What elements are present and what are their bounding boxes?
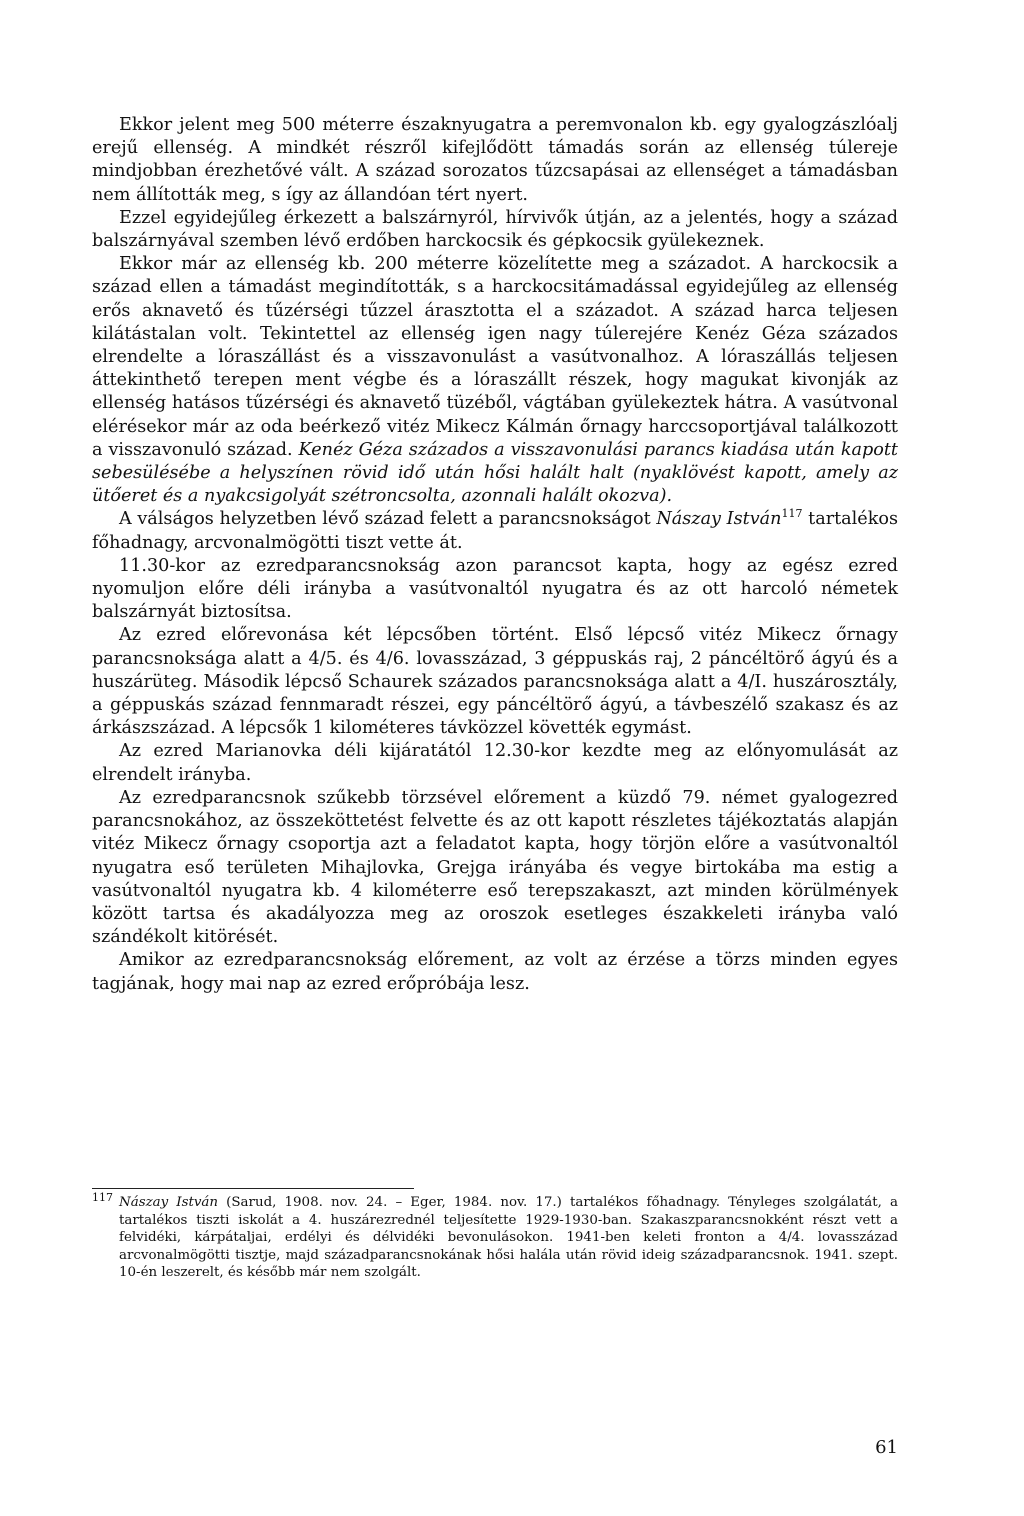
paragraph-6-text: Az ezred előrevonása két lépcsőben történt. Első lépcső vitéz Mikecz őrnagy parancsnoksága alatt a 4/5. és 4/6. lovasszázad, 3 géppuskás raj, 2 páncéltörő ágyú és a huszárüteg. Második lépcső Schaurek százados parancsnoksága alatt a 4/I. huszárosztály, a géppuskás század fennmaradt részei, egy páncéltörő ágyú, a távbeszélő szakasz és az árkászszázad. A lépcsők 1 kilométeres távközzel követték egymást. [92,625,898,739]
footnote-person-name: Nászay István [119,1195,219,1210]
person-name: Nászay István [656,509,782,530]
paragraph-9 [92,949,898,995]
paragraph-7-text: Az ezred Marianovka déli kijáratától 12.30-kor kezdte meg az előnyomulását az elrendelt irányba. [92,741,898,785]
paragraph-3-text: Ekkor már az ellenség kb. 200 méterre közelítette meg a századot. A harckocsik a század ellen a támadást megindították, s a harckocsitámadással egyidejűleg az ellenség erős aknavető és tűzérségi tűzzel árasztotta el a századot. A század harca teljesen kilátástalan volt. Tekintettel az ellenség igen nagy túlerejére Kenéz Géza százados elrendelte a lóraszállást és a visszavonulást a vasútvonalhoz. A lóraszállás teljesen áttekinthető terepen ment végbe és a lóraszállt részek, hogy magukat kivonják az ellenség hatásos tűzérségi és aknavető tüzéből, vágtában gyülekeztek hátra. A vasútvonal elérésekor már az oda beérkező vitéz Mikecz Kálmán őrnagy harccsoportjával találkozott a visszavonuló század. [92,254,898,460]
paragraph-4-text-start: A válságos helyzetben lévő század felett a parancsnokságot [119,509,657,530]
paragraph-5-text: 11.30-kor az ezredparancsnokság azon parancsot kapta, hogy az egész ezred nyomuljon előre déli irányba a vasútvonaltól nyugatra és az ott harcoló németek balszárnyát biztosítsa. [92,555,898,623]
paragraph-6 [92,624,898,740]
paragraph-1 [92,114,898,207]
paragraph-2 [92,207,898,253]
paragraph-1-text: Ekkor jelent meg 500 méterre északnyugatra a peremvonalon kb. egy gyalogzászlóalj erejű ellenség. A mindkét részről kifejlődött támadás során az ellenség túlereje mindjobban érezhetővé vált. A század sorozatos tűzcsapásai az ellenséget a támadásban nem állították meg, s így az állandóan tért nyert. [92,115,898,205]
footnote-117: 117 Nászay István (Sarud, 1908. nov. 24. – Eger, 1984. nov. 17.) tartalékos főhadnagy. Tényleges szolgálatát, a tartalékos tiszti iskolát a 4. huszárezrednél teljesítette 1929-1930-ban. Szakaszparancsnokként részt vett a felvidéki, kárpátaljai, erdélyi és délvidéki bevonulásokon. 1941-ben keleti fronton a 4/4. lovasszázad arcvonalmögötti tisztje, majd századparancsnokának hősi halála után rövid ideig századparancsnok. 1941. szept. 10-én leszerelt, és később már nem szolgált. [92,1191,898,1280]
paragraph-4 [92,508,898,554]
footnote-divider [92,1188,414,1189]
paragraph-8 [92,787,898,949]
paragraph-7 [92,740,898,786]
paragraph-5 [92,555,898,625]
paragraph-2-text: Ezzel egyidejűleg érkezett a balszárnyról, hírvivők útján, az a jelentés, hogy a század balszárnyával szemben lévő erdőben harckocsik és gépkocsik gyülekeznek. [92,207,898,252]
footnote [92,1191,898,1282]
page-body [92,114,898,996]
paragraph-8-text: Az ezredparancsnok szűkebb törzsével előrement a küzdő 79. német gyalogezred parancsnokához, az összeköttetést felvette és az ott kapott részletes tájékoztatás alapján vitéz Mikecz őrnagy csoportja azt a feladatot kapta, hogy törjön előre a vasútvonaltól nyugatra eső területen Mihajlovka, Grejga irányába és vegye birtokába ma estig a vasútvonaltól nyugatra kb. 4 kilométerre eső terepszakaszt, azt minden körülmények között tartsa és akadályozza meg az oroszok esetleges északkeleti irányba való szándékolt kitörését. [92,787,898,948]
page-number: 61 [875,1437,898,1458]
paragraph-9-text: Amikor az ezredparancsnokság előrement, az volt az érzése a törzs minden egyes tagjának, hogy mai nap az ezred erőpróbája lesz. [92,950,898,994]
paragraph-4-text-end: tartalékos főhadnagy, arcvonalmögötti tiszt vette át. [92,509,898,553]
footnote-reference: 117 [781,507,803,521]
main-text [92,114,898,996]
footnote-text: (Sarud, 1908. nov. 24. – Eger, 1984. nov. 17.) tartalékos főhadnagy. Tényleges szolgálatát, a tartalékos tiszti iskolát a 4. huszárezrednél teljesítette 1929-1930-ban. Szakaszparancsnokként részt vett a felvidéki, kárpátaljai, erdélyi és délvidéki bevonulásokon. 1941-ben keleti fronton a 4/4. lovasszázad arcvonalmögötti tisztje, majd századparancsnokának hősi halála után rövid ideig századparancsnok. 1941. szept. 10-én leszerelt, és később már nem szolgált. [119,1195,898,1280]
paragraph-3-italic-text: Kenéz Géza százados a visszavonulási parancs kiadása után kapott sebesülésébe a helyszínen rövid idő után hősi halált halt (nyaklövést kapott, amely az ütőeret és a nyakcsigolyát szétroncsolta, azonnali halált okozva). [92,439,899,507]
paragraph-3 [92,253,898,508]
